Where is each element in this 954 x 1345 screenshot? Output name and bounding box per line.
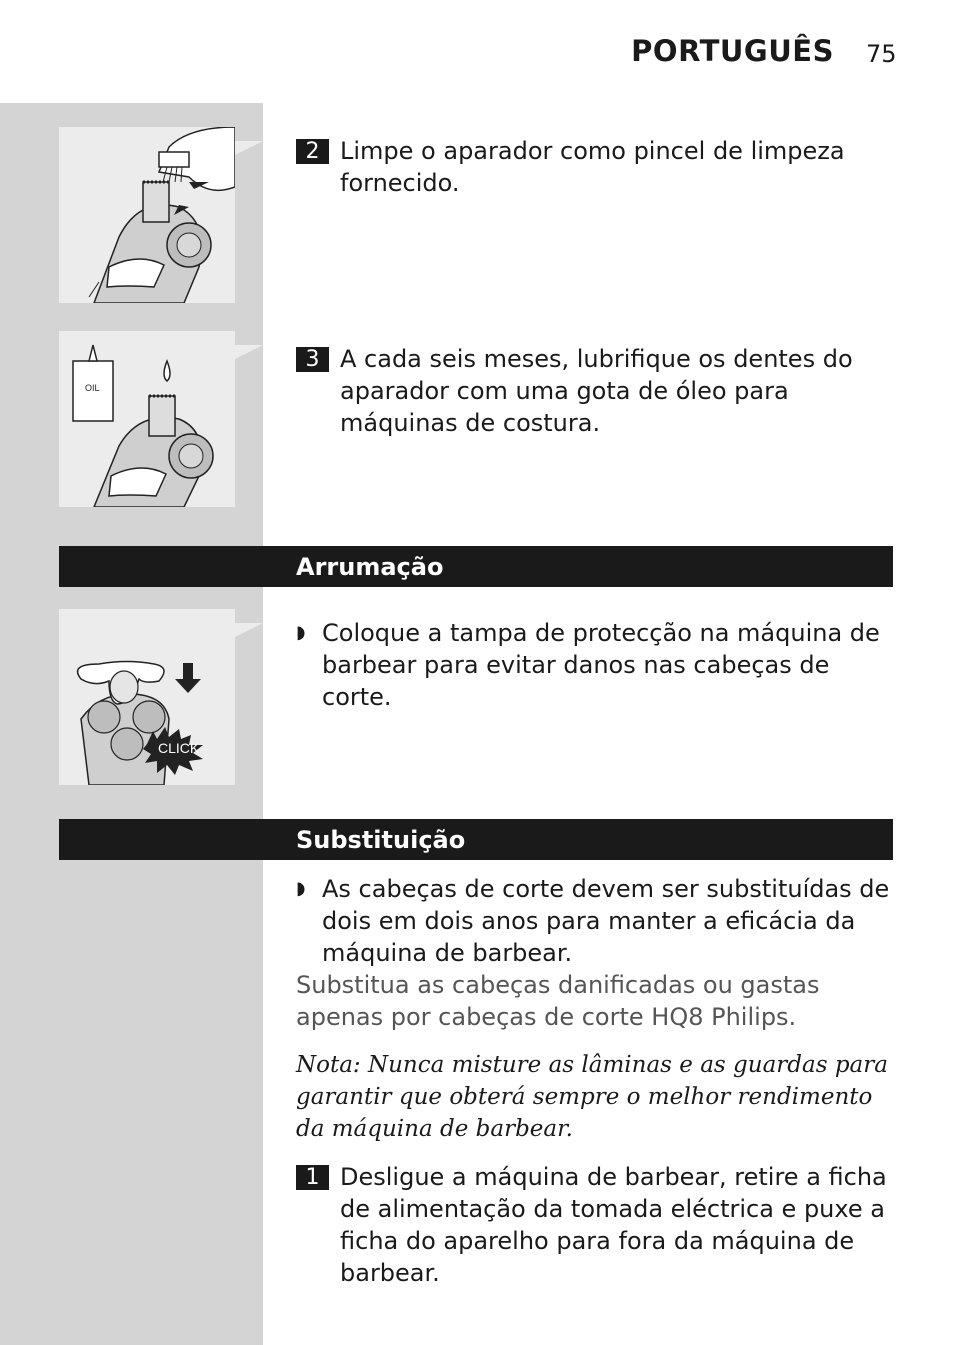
illustration-pointer: [235, 623, 263, 637]
step-number: 2: [296, 139, 329, 164]
oil-label: OIL: [85, 383, 100, 393]
bullet-text: As cabeças de corte devem ser substituídas de dois em dois anos para manter a eficácia da máquina de barbear.: [322, 875, 890, 967]
bullet-marker-icon: ◗: [296, 878, 306, 899]
step-text: Desligue a máquina de barbear, retire a ficha de alimentação da tomada eléctrica e puxe a ficha do aparelho para fora da máquina de barbear.: [340, 1163, 887, 1287]
replacement-note: Nota: Nunca misture as lâminas e as guardas para garantir que obterá sempre o melhor rendimento da máquina de barbear.: [296, 1052, 888, 1142]
step-3: [296, 343, 896, 439]
step-number: 3: [296, 347, 329, 372]
trimmer-oil-illustration: [59, 331, 235, 507]
step-2: [296, 135, 896, 199]
bullet-text: Coloque a tampa de protecção na máquina de barbear para evitar danos nas cabeças de corte.: [322, 619, 880, 711]
replacement-bullet: [296, 873, 896, 969]
bullet-marker-icon: ◗: [296, 622, 306, 643]
section-header-replacement: [59, 819, 893, 860]
section-title: Substituição: [296, 826, 466, 854]
illustration-pointer: [235, 345, 263, 359]
replacement-paragraph: Substitua as cabeças danificadas ou gastas apenas por cabeças de corte HQ8 Philips.: [296, 971, 820, 1031]
protection-cap-illustration: [59, 609, 235, 785]
storage-bullet: [296, 617, 896, 713]
step-1: [296, 1161, 896, 1289]
section-header-storage: [59, 546, 893, 587]
click-label: CLICK: [158, 740, 200, 756]
trimmer-brush-illustration: [59, 127, 235, 303]
language-header: PORTUGUÊS: [631, 34, 834, 68]
step-text: Limpe o aparador como pincel de limpeza fornecido.: [340, 137, 845, 197]
page-number: 75: [866, 40, 897, 68]
section-title: Arrumação: [296, 553, 444, 581]
illustration-pointer: [235, 141, 263, 155]
step-number: 1: [296, 1165, 329, 1190]
step-text: A cada seis meses, lubrifique os dentes do aparador com uma gota de óleo para máquinas de costura.: [340, 345, 853, 437]
